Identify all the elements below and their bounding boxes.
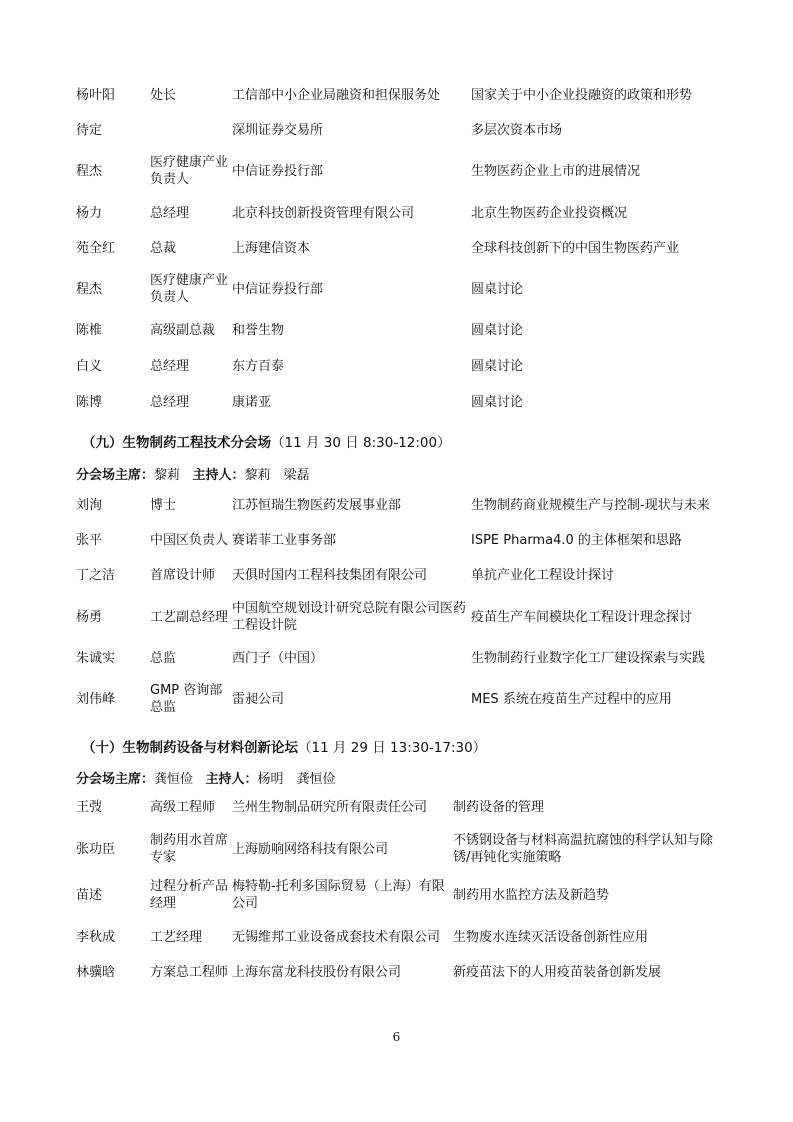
speaker-title: 医疗健康产业负责人 bbox=[150, 273, 229, 305]
chair-name: 龚恒俭 bbox=[154, 772, 194, 787]
speaker-title: 处长 bbox=[150, 88, 177, 103]
speaker-topic: 生物废水连续灭活设备创新性应用 bbox=[453, 930, 649, 945]
speaker-topic: 制药用水监控方法及新趋势 bbox=[453, 888, 610, 903]
section-time: （11 月 30 日 8:30-12:00） bbox=[271, 435, 451, 451]
speaker-org: 上海励响网络科技有限公司 bbox=[232, 842, 389, 857]
speaker-name: 白义 bbox=[76, 359, 103, 374]
speaker-topic: 国家关于中小企业投融资的政策和形势 bbox=[471, 88, 693, 103]
speaker-topic: 不锈钢设备与材料高温抗腐蚀的科学认知与除锈/再钝化实施策略 bbox=[453, 833, 714, 865]
speaker-org: 中信证券投行部 bbox=[232, 164, 324, 179]
speaker-org: 上海东富龙科技股份有限公司 bbox=[232, 965, 402, 980]
speaker-title: 工艺副总经理 bbox=[150, 610, 229, 625]
host-names: 杨明 龚恒俭 bbox=[257, 772, 336, 787]
speaker-org: 雷昶公司 bbox=[232, 692, 285, 707]
speaker-topic: 生物制药商业规模生产与控制-现状与未来 bbox=[471, 498, 710, 513]
speaker-title: 方案总工程师 bbox=[150, 965, 229, 980]
speaker-org: 北京科技创新投资管理有限公司 bbox=[232, 206, 415, 221]
speaker-org: 和誉生物 bbox=[232, 323, 285, 338]
speaker-title: 总裁 bbox=[150, 241, 177, 256]
speaker-org: 东方百泰 bbox=[232, 359, 285, 374]
speaker-title: 中国区负责人 bbox=[150, 533, 229, 548]
speaker-topic: 制药设备的管理 bbox=[453, 800, 545, 815]
section-time: （11 月 29 日 13:30-17:30） bbox=[298, 740, 487, 756]
speaker-title: 医疗健康产业负责人 bbox=[150, 155, 229, 187]
speaker-name: 苑全红 bbox=[76, 241, 116, 256]
speaker-org: 中国航空规划设计研究总院有限公司医药工程设计院 bbox=[232, 601, 467, 633]
speaker-org: 康诺亚 bbox=[232, 395, 272, 410]
speaker-topic: 单抗产业化工程设计探讨 bbox=[471, 568, 615, 583]
speaker-org: 梅特勒-托利多国际贸易（上海）有限公司 bbox=[232, 879, 445, 911]
speaker-topic: 北京生物医药企业投资概况 bbox=[471, 206, 628, 221]
speaker-topic: 圆桌讨论 bbox=[471, 282, 524, 297]
host-label: 主持人： bbox=[205, 772, 258, 787]
speaker-title: 总经理 bbox=[150, 359, 190, 374]
speaker-topic: 圆桌讨论 bbox=[471, 395, 524, 410]
speaker-name: 待定 bbox=[76, 123, 103, 138]
speaker-topic: 圆桌讨论 bbox=[471, 323, 524, 338]
speaker-org: 天俱时国内工程科技集团有限公司 bbox=[232, 568, 428, 583]
chair-line bbox=[76, 464, 309, 483]
speaker-topic: 生物医药企业上市的进展情况 bbox=[471, 164, 641, 179]
speaker-name: 杨叶阳 bbox=[76, 88, 116, 103]
host-label: 主持人： bbox=[192, 468, 245, 483]
speaker-name: 刘伟峰 bbox=[76, 692, 116, 707]
speaker-name: 程杰 bbox=[76, 164, 103, 179]
speaker-title: 总经理 bbox=[150, 395, 190, 410]
speaker-topic: 生物制药行业数字化工厂建设探索与实践 bbox=[471, 651, 706, 666]
speaker-org: 赛诺菲工业事务部 bbox=[232, 533, 337, 548]
speaker-org: 江苏恒瑞生物医药发展事业部 bbox=[232, 498, 402, 513]
section-title: （九）生物制药工程技术分会场 bbox=[82, 435, 271, 451]
chair-line bbox=[76, 768, 335, 787]
speaker-title: GMP 咨询部总监 bbox=[150, 683, 223, 715]
speaker-title: 总经理 bbox=[150, 206, 190, 221]
speaker-name: 张平 bbox=[76, 533, 103, 548]
speaker-title: 首席设计师 bbox=[150, 568, 216, 583]
chair-name: 黎莉 bbox=[154, 468, 181, 483]
speaker-topic: 全球科技创新下的中国生物医药产业 bbox=[471, 241, 680, 256]
section-heading bbox=[82, 736, 486, 756]
speaker-topic: 多层次资本市场 bbox=[471, 123, 563, 138]
speaker-org: 工信部中小企业局融资和担保服务处 bbox=[232, 88, 441, 103]
speaker-title: 高级副总裁 bbox=[150, 323, 216, 338]
speaker-name: 陈椎 bbox=[76, 323, 103, 338]
speaker-topic: 新疫苗法下的人用疫苗装备创新发展 bbox=[453, 965, 662, 980]
speaker-name: 刘洵 bbox=[76, 498, 103, 513]
speaker-topic: ISPE Pharma4.0 的主体框架和思路 bbox=[471, 533, 682, 548]
host-names: 黎莉 梁磊 bbox=[244, 468, 310, 483]
speaker-topic: 圆桌讨论 bbox=[471, 359, 524, 374]
speaker-title: 制药用水首席专家 bbox=[150, 833, 229, 865]
speaker-name: 杨力 bbox=[76, 206, 103, 221]
speaker-title: 工艺经理 bbox=[150, 930, 203, 945]
section-title: （十）生物制药设备与材料创新论坛 bbox=[82, 740, 298, 756]
speaker-title: 过程分析产品经理 bbox=[150, 879, 229, 911]
speaker-name: 张功臣 bbox=[76, 842, 116, 857]
speaker-org: 中信证券投行部 bbox=[232, 282, 324, 297]
speaker-name: 王弢 bbox=[76, 800, 103, 815]
section-heading bbox=[82, 431, 451, 451]
speaker-topic: 疫苗生产车间模块化工程设计理念探讨 bbox=[471, 610, 693, 625]
speaker-org: 西门子（中国） bbox=[232, 651, 324, 666]
chair-label: 分会场主席： bbox=[76, 468, 155, 483]
speaker-org: 上海建信资本 bbox=[232, 241, 311, 256]
speaker-title: 博士 bbox=[150, 498, 177, 513]
speaker-name: 程杰 bbox=[76, 282, 103, 297]
speaker-name: 林骥晗 bbox=[76, 965, 116, 980]
speaker-name: 朱诚实 bbox=[76, 651, 116, 666]
chair-label: 分会场主席： bbox=[76, 772, 155, 787]
speaker-name: 杨勇 bbox=[76, 610, 103, 625]
speaker-org: 兰州生物制品研究所有限责任公司 bbox=[232, 800, 428, 815]
speaker-org: 无锡维邦工业设备成套技术有限公司 bbox=[232, 930, 441, 945]
speaker-name: 苗述 bbox=[76, 888, 103, 903]
page-number: 6 bbox=[392, 1030, 401, 1044]
speaker-title: 高级工程师 bbox=[150, 800, 216, 815]
speaker-org: 深圳证券交易所 bbox=[232, 123, 324, 138]
speaker-name: 丁之洁 bbox=[76, 568, 116, 583]
speaker-name: 李秋成 bbox=[76, 930, 116, 945]
speaker-title: 总监 bbox=[150, 651, 177, 666]
speaker-name: 陈博 bbox=[76, 395, 103, 410]
speaker-topic: MES 系统在疫苗生产过程中的应用 bbox=[471, 692, 672, 707]
